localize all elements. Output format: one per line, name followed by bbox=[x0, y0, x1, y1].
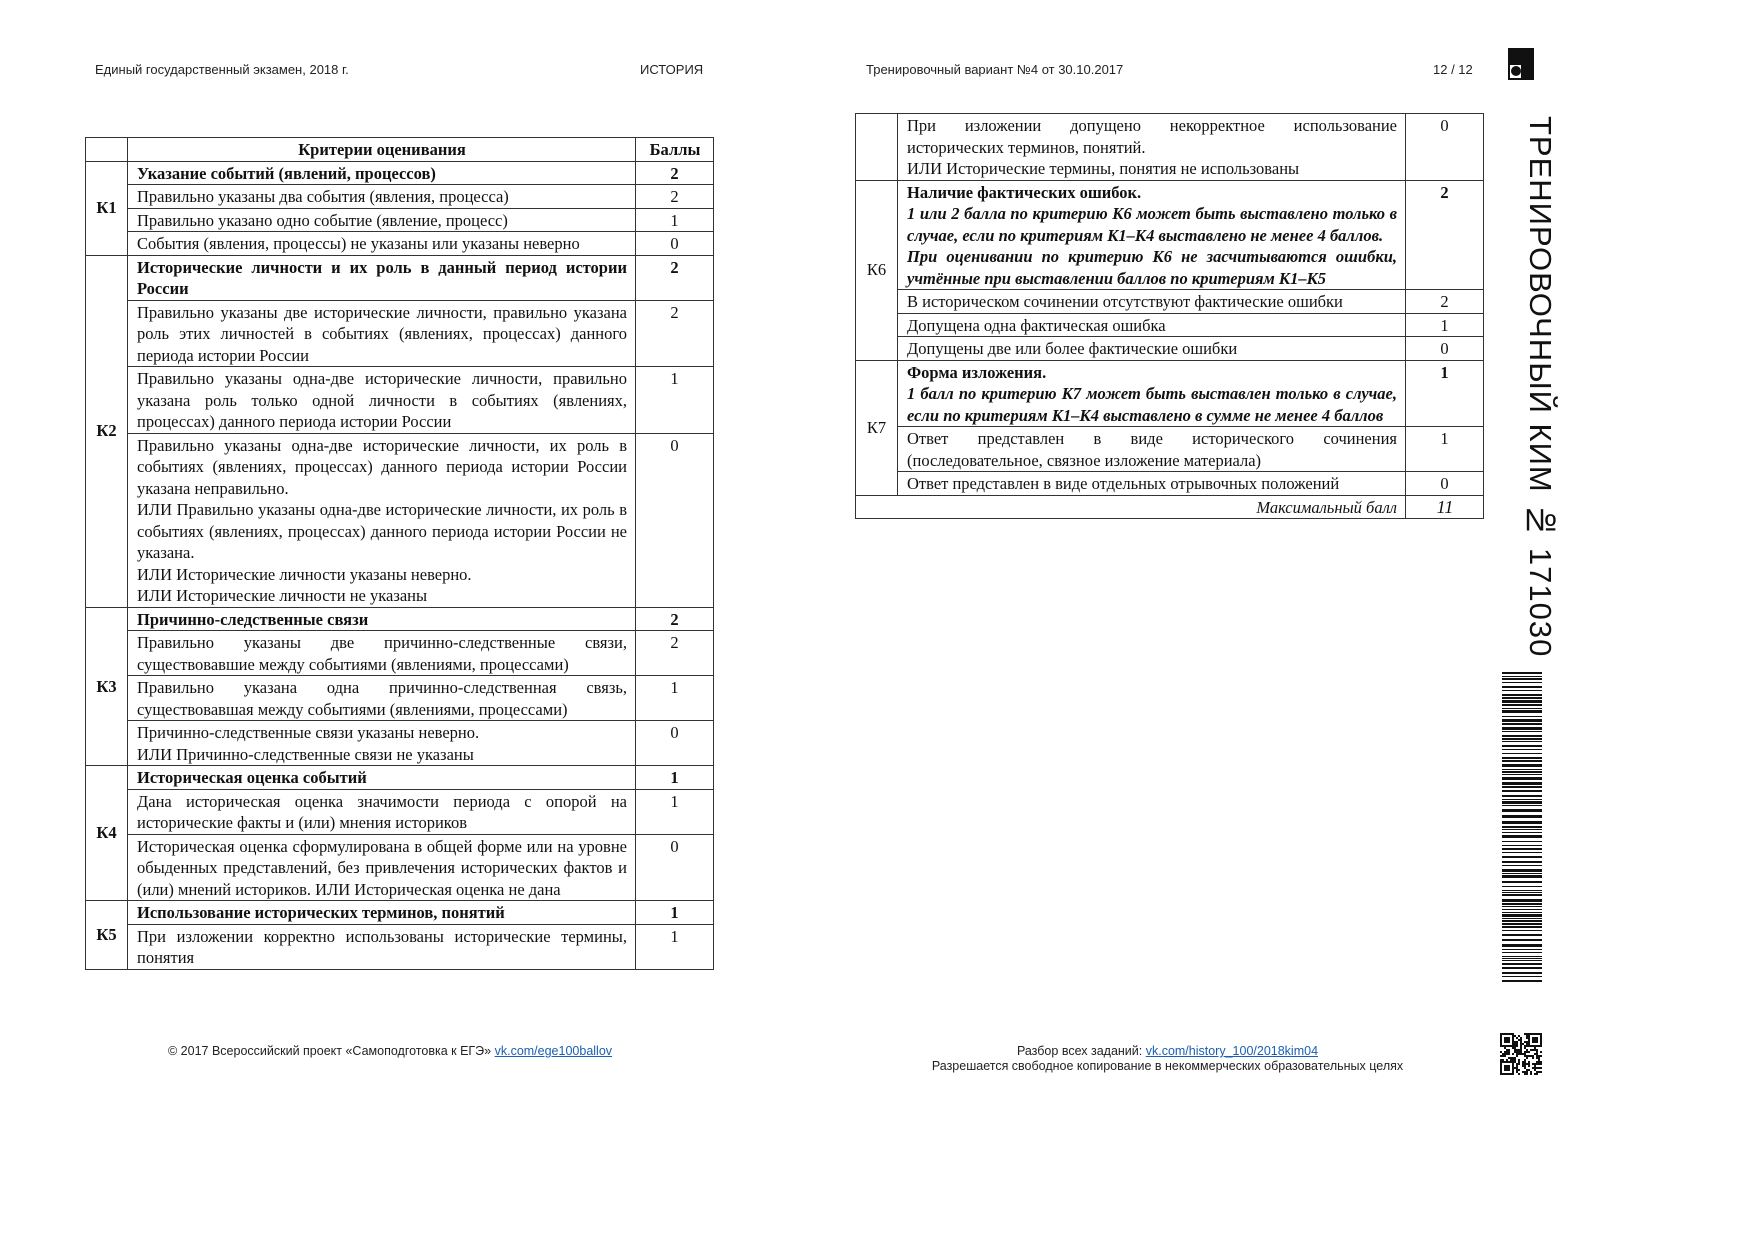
k6-heading: Наличие фактических ошибок. bbox=[907, 182, 1142, 202]
qr-code-icon bbox=[1500, 1033, 1542, 1075]
page-number: 12 / 12 bbox=[1433, 62, 1473, 77]
k2-row-3 bbox=[128, 433, 636, 607]
k2-heading-points: 2 bbox=[636, 255, 714, 300]
k6-row-1: В историческом сочинении отсутствуют фактические ошибки bbox=[898, 290, 1406, 314]
k3-row-2: Правильно указана одна причинно-следственная связь, существовавшая между событиями (явлениями, процессами) bbox=[128, 676, 636, 721]
k3-row-3-points: 0 bbox=[636, 721, 714, 766]
criterion-column-empty bbox=[86, 138, 128, 162]
k3-row-3-part-1: Причинно-следственные связи указаны неверно. bbox=[137, 723, 480, 742]
criterion-code-k4: К4 bbox=[86, 766, 128, 901]
k7-row-1: Ответ представлен в виде исторического сочинения (последовательное, связное изложение материала) bbox=[898, 427, 1406, 472]
k6-heading-points: 2 bbox=[1406, 180, 1484, 290]
k5-row-1: При изложении корректно использованы исторические термины, понятия bbox=[128, 924, 636, 969]
k7-heading-points: 1 bbox=[1406, 360, 1484, 427]
k6-row-2: Допущена одна фактическая ошибка bbox=[898, 313, 1406, 337]
k6-note-1: 1 или 2 балла по критерию К6 может быть выставлено только в случае, если по критериям К1–К4 выставлено не менее 4 баллов. bbox=[907, 204, 1397, 245]
k2-row-3-part-2: ИЛИ Правильно указаны одна-две исторические личности, их роль в событиях (явлениях, процессах) данного периода истории России не указана. bbox=[137, 500, 627, 562]
max-score-value: 11 bbox=[1406, 495, 1484, 519]
k1-row-2: Правильно указано одно событие (явление, процесс) bbox=[128, 208, 636, 232]
k6-heading-block bbox=[898, 180, 1406, 290]
k3-row-1-points: 2 bbox=[636, 631, 714, 676]
k5-row-2-points: 0 bbox=[1406, 114, 1484, 181]
criterion-code-k2: К2 bbox=[86, 255, 128, 607]
exam-title: Единый государственный экзамен, 2018 г. bbox=[95, 62, 349, 77]
table-header-row bbox=[86, 138, 714, 162]
k5-row-2 bbox=[898, 114, 1406, 181]
k2-row-1: Правильно указаны две исторические личности, правильно указана роль этих личностей в событиях (явлениях, процессах) данного периода истории России bbox=[128, 300, 636, 367]
k7-row-2: Ответ представлен в виде отдельных отрывочных положений bbox=[898, 472, 1406, 496]
k6-row-3-points: 0 bbox=[1406, 337, 1484, 361]
variant-label: Тренировочный вариант №4 от 30.10.2017 bbox=[866, 62, 1124, 77]
footer-copyright: © 2017 Всероссийский проект «Самоподготовка к ЕГЭ» bbox=[168, 1044, 492, 1058]
k1-row-1: Правильно указаны два события (явления, процесса) bbox=[128, 185, 636, 209]
footer-right-line-2: Разрешается свободное копирование в некоммерческих образовательных целях bbox=[931, 1059, 1404, 1073]
k5-heading-points: 1 bbox=[636, 901, 714, 925]
points-column-header: Баллы bbox=[636, 138, 714, 162]
criterion-code-k7: К7 bbox=[856, 360, 898, 495]
k7-row-1-points: 1 bbox=[1406, 427, 1484, 472]
footer-analysis-label: Разбор всех заданий: bbox=[1016, 1044, 1143, 1058]
k4-row-1-points: 1 bbox=[636, 789, 714, 834]
side-title: ТРЕНИРОВОЧНЫЙ КИМ № 171030 bbox=[1523, 116, 1558, 658]
k5-row-2-part-1: При изложении допущено некорректное использование исторических терминов, понятий. bbox=[907, 116, 1397, 157]
k1-row-3: События (явления, процессы) не указаны или указаны неверно bbox=[128, 232, 636, 256]
subject-name: ИСТОРИЯ bbox=[640, 62, 704, 77]
criterion-code-k1: К1 bbox=[86, 161, 128, 255]
k5-row-2-part-2: ИЛИ Исторические термины, понятия не использованы bbox=[907, 159, 1300, 178]
footer-left bbox=[168, 1044, 612, 1058]
k2-row-2: Правильно указаны одна-две исторические личности, правильно указана роль только одной личности в событиях (явлениях, процессах) данного периода истории России bbox=[128, 367, 636, 434]
criterion-code-k6: К6 bbox=[856, 180, 898, 360]
k2-row-3-part-3: ИЛИ Исторические личности указаны неверно. bbox=[137, 564, 472, 584]
k1-row-2-points: 1 bbox=[636, 208, 714, 232]
footer-right-line-1 bbox=[900, 1044, 1435, 1059]
k4-row-2-points: 0 bbox=[636, 834, 714, 901]
k2-row-3-points: 0 bbox=[636, 433, 714, 607]
criterion-code-k5-continued bbox=[856, 114, 898, 181]
k3-heading-points: 2 bbox=[636, 607, 714, 631]
k6-row-1-points: 2 bbox=[1406, 290, 1484, 314]
criteria-table-right bbox=[855, 113, 1484, 519]
k4-heading-points: 1 bbox=[636, 766, 714, 790]
criterion-code-k3: К3 bbox=[86, 607, 128, 766]
criteria-table-left bbox=[85, 137, 714, 970]
footer-right bbox=[900, 1044, 1435, 1074]
k4-row-1: Дана историческая оценка значимости периода с опорой на исторические факты и (или) мнения историков bbox=[128, 789, 636, 834]
k2-row-1-points: 2 bbox=[636, 300, 714, 367]
k2-row-3-part-1: Правильно указаны одна-две исторические личности, их роль в событиях (явлениях, процессах) данного периода истории России указана неправильно. bbox=[137, 435, 627, 498]
k6-row-2-points: 1 bbox=[1406, 313, 1484, 337]
k2-heading: Исторические личности и их роль в данный период истории России bbox=[128, 255, 636, 300]
k6-row-3: Допущены две или более фактические ошибки bbox=[898, 337, 1406, 361]
footer-left-link[interactable]: vk.com/ege100ballov bbox=[494, 1044, 613, 1058]
k6-note-2: При оценивании по критерию К6 не засчитываются ошибки, учтённые при выставлении баллов по критериям К1–К5 bbox=[907, 247, 1397, 288]
corner-marker-icon bbox=[1508, 48, 1534, 80]
k1-row-3-points: 0 bbox=[636, 232, 714, 256]
max-score-label: Максимальный балл bbox=[856, 495, 1406, 519]
k3-row-3-part-2: ИЛИ Причинно-следственные связи не указаны bbox=[137, 744, 474, 764]
k3-heading: Причинно-следственные связи bbox=[128, 607, 636, 631]
criteria-column-header: Критерии оценивания bbox=[128, 138, 636, 162]
k2-row-3-part-4: ИЛИ Исторические личности не указаны bbox=[137, 586, 428, 605]
k7-heading: Форма изложения. bbox=[907, 362, 1047, 382]
k5-heading: Использование исторических терминов, понятий bbox=[128, 901, 636, 925]
k5-row-1-points: 1 bbox=[636, 924, 714, 969]
k4-row-2: Историческая оценка сформулирована в общей форме или на уровне обыденных представлений, без привлечения исторических фактов и (или) мнений историков. ИЛИ Историческая оценка не дана bbox=[128, 834, 636, 901]
k3-row-3 bbox=[128, 721, 636, 766]
k1-heading-points: 2 bbox=[636, 161, 714, 185]
barcode-icon bbox=[1502, 672, 1542, 984]
k7-note: 1 балл по критерию К7 может быть выставлен только в случае, если по критериям К1–К4 выставлено в сумме не менее 4 баллов bbox=[907, 384, 1397, 425]
footer-right-link[interactable]: vk.com/history_100/2018kim04 bbox=[1145, 1044, 1319, 1058]
k2-row-2-points: 1 bbox=[636, 367, 714, 434]
k1-heading: Указание событий (явлений, процессов) bbox=[128, 161, 636, 185]
criterion-code-k5: К5 bbox=[86, 901, 128, 970]
k1-row-1-points: 2 bbox=[636, 185, 714, 209]
k7-row-2-points: 0 bbox=[1406, 472, 1484, 496]
k3-row-1: Правильно указаны две причинно-следственные связи, существовавшие между событиями (явлениями, процессами) bbox=[128, 631, 636, 676]
k3-row-2-points: 1 bbox=[636, 676, 714, 721]
k4-heading: Историческая оценка событий bbox=[128, 766, 636, 790]
k7-heading-block bbox=[898, 360, 1406, 427]
